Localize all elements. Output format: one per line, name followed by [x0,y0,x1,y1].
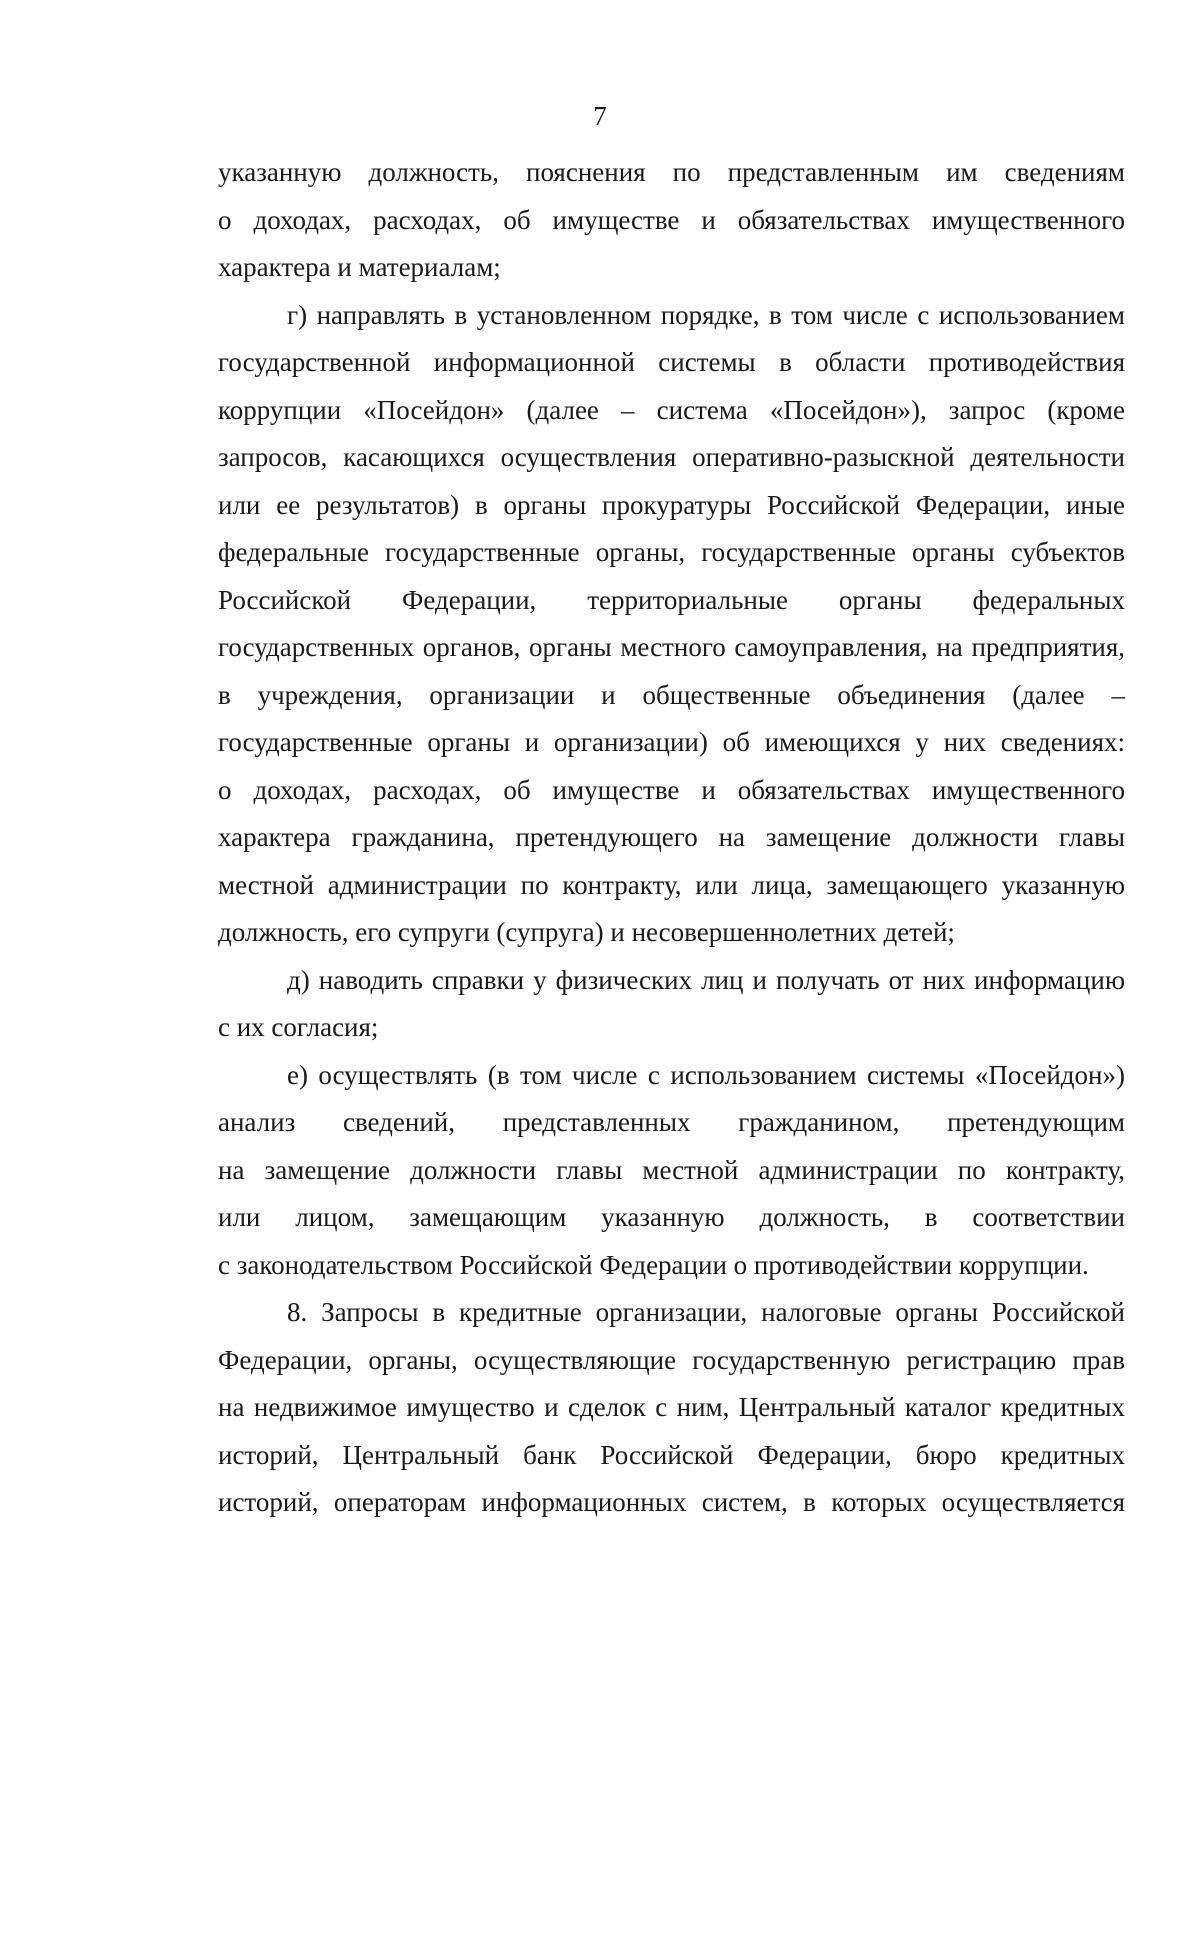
text-line: е) осуществлять (в том числе с использованием системы «Посейдон») [287,1059,1125,1090]
text-line: Федерации, органы, осуществляющие государственную регистрацию прав [218,1344,1125,1375]
text-line: местной администрации по контракту, или лица, замещающего указанную [218,869,1125,900]
text-line: коррупции «Посейдон» (далее – система «Посейдон»), запрос (кроме [218,394,1125,425]
text-line: г) направлять в установленном порядке, в том числе с использованием [287,299,1125,330]
text-line: характера и материалам; [218,252,501,282]
text-line: о доходах, расходах, об имуществе и обязательствах имущественного [218,774,1125,805]
page-number: 7 [593,101,607,131]
text-line: государственных органов, органы местного самоуправления, на предприятия, [218,632,1125,662]
text-line: должность, его супруги (супруга) и несовершеннолетних детей; [218,917,955,947]
text-line: на замещение должности главы местной администрации по контракту, [218,1154,1125,1185]
text-line: в учреждения, организации и общественные объединения (далее – [218,679,1125,710]
text-line: историй, операторам информационных систем, в которых осуществляется [218,1487,1125,1517]
text-line: указанную должность, пояснения по представленным им сведениям [218,157,1125,187]
text-line: государственные органы и организации) об имеющихся у них сведениях: [218,727,1125,757]
text-line: федеральные государственные органы, государственные органы субъектов [218,537,1125,567]
text-line: 8. Запросы в кредитные организации, налоговые органы Российской [287,1297,1125,1327]
text-line: д) наводить справки у физических лиц и получать от них информацию [287,964,1125,995]
text-line: о доходах, расходах, об имуществе и обязательствах имущественного [218,204,1125,235]
text-line: Российской Федерации, территориальные органы федеральных [218,584,1125,615]
text-line: историй, Центральный банк Российской Федерации, бюро кредитных [218,1439,1125,1470]
text-line: государственной информационной системы в области противодействия [218,347,1125,377]
text-line: характера гражданина, претендующего на замещение должности главы [218,822,1125,852]
text-line: на недвижимое имущество и сделок с ним, Центральный каталог кредитных [218,1392,1125,1422]
text-line: или лицом, замещающим указанную должность, в соответствии [218,1202,1125,1232]
text-line: или ее результатов) в органы прокуратуры Российской Федерации, иные [218,489,1125,520]
text-line: запросов, касающихся осуществления оперативно-разыскной деятельности [218,442,1125,472]
text-line: с их согласия; [218,1012,379,1042]
document-body [218,149,1125,1527]
text-line: анализ сведений, представленных гражданином, претендующим [218,1107,1125,1137]
text-line: с законодательством Российской Федерации о противодействии коррупции. [218,1249,1089,1280]
